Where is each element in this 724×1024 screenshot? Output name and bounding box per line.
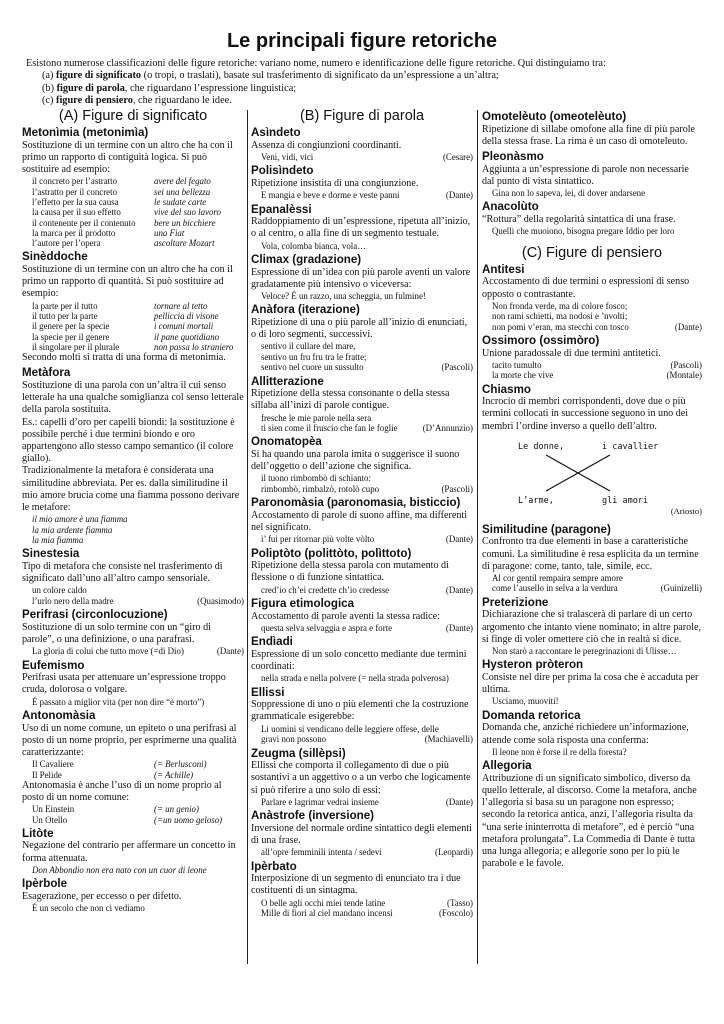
example-text: come l’ausello in selva a la verdura bbox=[492, 583, 618, 594]
example bbox=[482, 188, 702, 198]
example-table bbox=[22, 301, 244, 352]
example bbox=[251, 847, 473, 857]
example bbox=[251, 241, 473, 251]
example-text: la morte che vive bbox=[492, 370, 554, 381]
example-right: pelliccia di visone bbox=[154, 310, 219, 321]
example-right: (= Achille) bbox=[154, 769, 194, 780]
term-definition: Espressione di un’idea con più parole aventi un valore gradatamente più intensivo o viceversa: bbox=[251, 266, 471, 290]
example-source: (Dante) bbox=[674, 321, 702, 332]
example-text: non rami schietti, ma nodosi e ’nvolti; bbox=[492, 311, 628, 322]
example-text: cred’io ch’ei credette ch’io credesse bbox=[261, 584, 390, 595]
section-header: (C) Figure di pensiero bbox=[521, 244, 663, 261]
example-right: bere un bicchiere bbox=[154, 217, 216, 228]
example-left: Il Pelide bbox=[32, 769, 62, 780]
example-right: le sudate carte bbox=[154, 197, 207, 207]
example-text: Veloce? É un razzo, una scheggia, un fulmine! bbox=[261, 291, 426, 302]
term-heading: Climax (gradazione) bbox=[251, 253, 362, 267]
term-definition: Perifrasi usata per attenuare un’espressione troppo cruda, dolorosa o volgare. bbox=[22, 672, 226, 696]
chiasmo-source: (Ariosto) bbox=[670, 505, 702, 516]
term-heading: Domanda retorica bbox=[482, 708, 581, 722]
example-text: Il leone non è forse il re della foresta? bbox=[492, 746, 627, 757]
example-text: sentivo il cullare del mare, bbox=[261, 341, 356, 352]
example bbox=[482, 583, 702, 593]
example-left: Il Cavaliere bbox=[32, 759, 74, 770]
term-definition: Interposizione di un segmento di enunciato tra i due costituenti di un sintagma. bbox=[251, 873, 461, 897]
term-definition: Raddoppiamento di un’espressione, ripetuta all’inizio, o al centro, o alla fine di un segmento testuale. bbox=[251, 216, 471, 240]
term-heading: Ossimoro (ossimòro) bbox=[482, 334, 600, 348]
example: un colore caldo bbox=[32, 585, 87, 596]
example bbox=[482, 301, 702, 311]
example bbox=[251, 623, 473, 633]
example bbox=[482, 747, 702, 757]
term-heading: Zeugma (sillèpsi) bbox=[251, 746, 346, 760]
example-source: (D’Annunzio) bbox=[422, 423, 473, 434]
term-heading: Poliptòto (polittòto, polìttoto) bbox=[251, 546, 412, 560]
term-heading: Eufemismo bbox=[22, 658, 85, 672]
example-text: Veni, vidi, vici bbox=[261, 152, 314, 162]
column-divider bbox=[477, 110, 478, 964]
example-right: i comuni mortali bbox=[154, 321, 214, 332]
example bbox=[482, 646, 702, 656]
term-definition: Tradizionalmente la metafora è considerata una similitudine abbreviata. Per es. dalla similitudine il mio amore brucia come una fiamma possono derivare le metafore: bbox=[22, 465, 240, 513]
example bbox=[251, 362, 473, 372]
column-figure-di-pensiero bbox=[482, 108, 702, 871]
example-text: questa selva selvaggia e aspra e forte bbox=[261, 622, 393, 633]
term-heading: Similitudine (paragone) bbox=[482, 522, 611, 536]
example-source: (Dante) bbox=[445, 796, 473, 807]
example-source: (Guinizelli) bbox=[660, 583, 702, 594]
term-definition: Accostamento di parole aventi la stessa radice: bbox=[251, 610, 440, 622]
example: La gloria di colui che tutto move (=di Dio) (Dante) bbox=[32, 646, 244, 657]
term-heading: Pleonàsmo bbox=[482, 150, 544, 163]
example-right: (=un uomo geloso) bbox=[154, 814, 223, 825]
example-right: sei una bellezza bbox=[154, 186, 211, 197]
term-definition: Assenza di congiunzioni coordinanti. bbox=[251, 139, 402, 151]
example-text: O belle agli occhi miei tende latine bbox=[261, 897, 386, 908]
term-definition: Esagerazione, per eccesso o per difetto. bbox=[22, 890, 182, 902]
example bbox=[482, 311, 702, 321]
example: Don Abbondio non era nato con un cuor di leone bbox=[32, 864, 207, 875]
example-left: l’effetto per la sua causa bbox=[32, 197, 119, 207]
example-right: vive del suo lavoro bbox=[154, 207, 221, 218]
term-definition: Ripetizione insistita di una congiunzione. bbox=[251, 178, 419, 189]
term-definition: Ripetizione di sillabe omofone alla fine di più parole della stessa frase. La rima è un caso di omoteleuto. bbox=[482, 123, 696, 147]
intro bbox=[26, 58, 706, 107]
example bbox=[251, 152, 473, 162]
example-text: tacito tumulto bbox=[492, 359, 542, 370]
example bbox=[251, 673, 473, 683]
term-definition: Negazione del contrario per affermare un concetto in forma attenuata. bbox=[22, 840, 236, 864]
term-definition: Tipo di metafora che consiste nel trasferimento di significato dall’uno all’altro campo sensoriale. bbox=[22, 561, 223, 585]
example-source: (Foscolo) bbox=[438, 907, 473, 918]
example-left: la marca per il prodotto bbox=[32, 227, 116, 238]
example bbox=[251, 585, 473, 595]
term-heading: Ellissi bbox=[251, 685, 285, 699]
example-source: (Dante) bbox=[445, 584, 473, 595]
term-heading: Endìadi bbox=[251, 635, 293, 649]
example-left: Un Einstein bbox=[32, 804, 75, 815]
term-definition: Ripetizione di una o più parole all’inizio di enunciati, o di loro segmenti, successivi. bbox=[251, 317, 468, 341]
term-definition: Sostituzione di un termine con un altro che ha con il primo un rapporto di quantità. Si può sostituire ad esempio: bbox=[22, 264, 233, 300]
example-source: (Pascoli) bbox=[441, 483, 473, 494]
term-list bbox=[251, 126, 473, 918]
example-right: (= un genio) bbox=[154, 804, 199, 815]
term-definition: Accostamento di parole di suono affine, ma differenti nel significato. bbox=[251, 509, 468, 534]
example-left: il contenente per il contenuto bbox=[32, 217, 136, 228]
term-heading: Anàfora (iterazione) bbox=[251, 303, 360, 317]
example-source: (Cesare) bbox=[442, 152, 473, 162]
example-text: Quelli che muoiono, bisogna pregare Iddio per loro bbox=[492, 226, 675, 237]
example bbox=[251, 734, 473, 744]
example-right: il pane quotidiano bbox=[154, 331, 220, 342]
example-source: (Tasso) bbox=[447, 897, 473, 908]
term-heading: Figura etimologica bbox=[251, 597, 355, 611]
example bbox=[482, 360, 702, 370]
chiasmo-diagram bbox=[482, 433, 702, 516]
example: la mia ardente fiamma bbox=[32, 524, 113, 535]
term-heading: Omotelèuto (omeotelèuto) bbox=[482, 110, 627, 123]
term-heading: Antonomàsia bbox=[22, 709, 96, 723]
term-heading: Perifrasi (circonlocuzione) bbox=[22, 608, 168, 622]
example: la mia fiamma bbox=[32, 535, 84, 546]
example-left: il concreto per l’astratto bbox=[32, 176, 118, 187]
intro-item-b: (b) figure di parola, che riguardano l’espressione linguistica; bbox=[42, 82, 297, 94]
term-heading: Anàstrofe (inversione) bbox=[251, 809, 375, 823]
chiasmo-label: L’arme, bbox=[518, 495, 554, 506]
term-definition: Sostituzione di un termine con un altro che ha con il primo un rapporto di contiguità logica. Si può sostituire ad esempio: bbox=[22, 139, 233, 176]
term-definition: Soppressione di uno o più elementi che la costruzione grammaticale esigerebbe: bbox=[251, 699, 469, 723]
example bbox=[251, 724, 473, 734]
example-right: avere del fegato bbox=[154, 176, 211, 187]
term-heading: Polisìndeto bbox=[251, 164, 314, 178]
example bbox=[482, 573, 702, 583]
example bbox=[251, 291, 473, 301]
page-title: Le principali figure retoriche bbox=[226, 30, 498, 52]
chiasmo-cross bbox=[482, 433, 702, 513]
example bbox=[251, 534, 473, 544]
example bbox=[251, 352, 473, 362]
example bbox=[251, 341, 473, 351]
term-heading: Sinestesia bbox=[22, 547, 80, 561]
example bbox=[251, 473, 473, 483]
example-source: (Montale) bbox=[666, 370, 702, 381]
example-source: (Pascoli) bbox=[670, 359, 702, 370]
intro-item-a: (a) figure di significato (o tropi, o traslati), basate sul trasferimento di significato da un’espressione a un’altra; bbox=[42, 70, 499, 82]
example-text: nella strada e nella polvere (= nella strada polverosa) bbox=[261, 673, 449, 684]
example-left: l’autore per l’opera bbox=[32, 238, 101, 249]
example-left: il tutto per la parte bbox=[32, 310, 98, 321]
column-figure-di-significato bbox=[22, 108, 244, 913]
term-heading: Ipèrbato bbox=[251, 859, 297, 873]
section-header: (A) Figure di significato bbox=[58, 108, 208, 124]
term-heading: Paronomàsia (paronomasia, bisticcio) bbox=[251, 496, 461, 510]
example-table bbox=[22, 176, 244, 248]
term-definition: Inversione del normale ordine sintattico degli elementi di una frase. bbox=[251, 822, 472, 846]
example-text: Gina non lo sapeva, lei, di dover andarsene bbox=[492, 188, 646, 198]
example-text: Usciamo, muoviti! bbox=[492, 696, 559, 707]
term-definition: Aggiunta a un’espressione di parole non necessarie dal punto di vista sintattico. bbox=[482, 163, 689, 187]
example: il mio amore è una fiamma bbox=[32, 514, 128, 525]
example-text: ti sien come il fruscio che fan le foglie bbox=[261, 423, 398, 434]
term-definition: Si ha quando una parola imita o suggerisce il suono dell’oggetto o dell’azione che significa. bbox=[251, 449, 460, 473]
term-definition: Incrocio di membri corrispondenti, dove due o più termini collocati in successione seguono in uno dei membri l’ordine inverso a quello dell’altro. bbox=[482, 396, 689, 432]
term-heading: Ipèrbole bbox=[22, 877, 68, 891]
example-text: gravi non possono bbox=[261, 734, 327, 745]
example-left: la specie per il genere bbox=[32, 331, 110, 342]
term-definition: Uso di un nome comune, un epiteto o una perifrasi al posto di un nome proprio, per esprimerne una qualità caratterizzante: bbox=[22, 722, 237, 759]
term-heading: Onomatopèa bbox=[251, 435, 322, 449]
example-text: sentivo nel cuore un sussulto bbox=[261, 362, 364, 373]
term-definition: Ripetizione della stessa consonante o della stessa sillaba all’inizi di parole contigue. bbox=[251, 388, 450, 412]
column-figure-di-parola bbox=[251, 108, 473, 918]
term-definition: Ripetizione della stessa parola con mutamento di flessione o di funzione sintattica. bbox=[251, 560, 449, 584]
example bbox=[482, 696, 702, 706]
term-definition: Sostituzione di una parola con un’altra il cui senso letterale ha una qualche somiglianza col senso letterale della parola sostituita. bbox=[22, 379, 244, 416]
example-text: non pomi v’eran, ma stecchi con tosco bbox=[492, 321, 629, 332]
example-right: (= Berlusconi) bbox=[154, 759, 207, 770]
example-text: E mangia e beve e dorme e veste panni bbox=[261, 190, 400, 201]
example-text: Mille di fiori al ciel mandano incensi bbox=[261, 907, 393, 918]
term-list bbox=[482, 523, 702, 871]
chiasmo-label: i cavallier bbox=[602, 441, 659, 452]
term-heading: Allitterazione bbox=[251, 374, 324, 388]
example bbox=[251, 484, 473, 494]
example bbox=[251, 797, 473, 807]
term-definition: Confronto tra due elementi in base a caratteristiche comuni. La similitudine è resa esplicita da un termine di paragone: come, tanto, tale, simile, ecc. bbox=[482, 536, 699, 572]
term-definition: Ellissi che comporta il collegamento di due o più sostantivi a un aggettivo o a un verbo che logicamente si può riferire a uno solo di essi: bbox=[251, 760, 471, 796]
example-source: (Pascoli) bbox=[441, 362, 473, 373]
example-source: (Leopardi) bbox=[435, 847, 473, 858]
example-text: sentivo un fru fru tra le fratte; bbox=[261, 351, 367, 362]
term-definition: “Rottura” della regolarità sintattica di una frase. bbox=[482, 214, 676, 225]
example-text: Li uomini si vendicano delle leggiere offese, delle bbox=[261, 723, 439, 734]
term-definition: Consiste nel dire per prima la cosa che è accaduta per ultima. bbox=[482, 672, 699, 696]
term-definition: Espressione di un solo concetto mediante due termini coordinati: bbox=[251, 648, 467, 673]
example bbox=[251, 413, 473, 423]
example-right: ascoltare Mozart bbox=[154, 238, 215, 249]
example bbox=[482, 226, 702, 236]
chiasmo-label: gli amori bbox=[602, 495, 649, 506]
example-text: Al cor gentil rempaira sempre amore bbox=[492, 573, 623, 584]
example-left: il genere per la specie bbox=[32, 321, 110, 332]
example-text: rimbombò, rimbalzò, rotolò cupo bbox=[261, 483, 380, 494]
example-right: non passa lo straniero bbox=[154, 341, 234, 352]
example-table bbox=[22, 759, 244, 780]
term-heading: Chiasmo bbox=[482, 382, 531, 396]
term-definition: Es.: capelli d’oro per capelli biondi: la sostituzione è possibile perché i due termini biondo e oro appartengono allo stesso campo semantico (il colore giallo). bbox=[22, 416, 235, 465]
term-list bbox=[482, 110, 702, 237]
example bbox=[251, 898, 473, 908]
example-source: (Machiavelli) bbox=[424, 734, 473, 745]
term-heading: Litòte bbox=[22, 826, 54, 840]
example bbox=[251, 423, 473, 433]
term-definition: Attribuzione di un significato simbolico, diverso da quello letterale, al discorso. Come la metafora, anche l’allegoria si basa su un paragone non espresso; secondo la retorica antica, anzi, l’allegoria risulta da “una serie ininterrotta di metafore”, ed è perciò “una metafora prolungata”. La Commedia di Dante è tutta una lunga allegoria; e allegorie sono per lo più le parabole e le favole. bbox=[482, 772, 697, 870]
term-heading: Sinèddoche bbox=[22, 250, 88, 264]
example: l’urlo nero della madre (Quasimodo) bbox=[32, 595, 244, 606]
example-right: tornare al tetto bbox=[154, 300, 208, 311]
example-text: all’opre femminili intenta / sedevi bbox=[261, 847, 382, 858]
example-source: (Dante) bbox=[445, 622, 473, 633]
term-heading: Antitesi bbox=[482, 262, 525, 276]
example-left: l’astratto per il concreto bbox=[32, 186, 118, 197]
example-text: il tuono rimbombò di schianto: bbox=[261, 473, 371, 484]
example-source: (Dante) bbox=[445, 534, 473, 545]
example-left: la parte per il tutto bbox=[32, 300, 98, 311]
term-definition: Antonomasia è anche l’uso di un nome proprio al posto di un nome comune: bbox=[22, 779, 222, 804]
example-left: Un Otello bbox=[32, 814, 68, 825]
term-definition: Unione paradossale di due termini antitetici. bbox=[482, 347, 661, 359]
example bbox=[251, 908, 473, 918]
example-text: Vola, colomba bianca, vola… bbox=[261, 240, 367, 251]
example-text: Non starò a raccontare le peregrinazioni di Ulisse… bbox=[492, 646, 677, 657]
term-note: Secondo molti si tratta di una forma di metonimia. bbox=[22, 352, 226, 364]
example bbox=[482, 370, 702, 380]
example-text: Non fronda verde, ma di colore fosco; bbox=[492, 300, 628, 311]
term-heading: Asìndeto bbox=[251, 126, 301, 140]
section-header: (B) Figure di parola bbox=[299, 108, 425, 124]
example-table bbox=[22, 804, 244, 825]
example-left: il singolare per il plurale bbox=[32, 341, 120, 352]
example-left: la causa per il suo effetto bbox=[32, 207, 121, 218]
term-heading: Hysteron pròteron bbox=[482, 658, 584, 672]
example: É un secolo che non ci vediamo bbox=[32, 903, 145, 914]
term-heading: Epanalèssi bbox=[251, 202, 312, 216]
term-definition: Domanda che, anziché richiedere un’informazione, attende come sola risposta una conferma: bbox=[482, 722, 689, 746]
example-right: una Fiat bbox=[154, 227, 185, 238]
intro-item-c: (c) figure di pensiero, che riguardano le idee. bbox=[42, 94, 232, 106]
term-definition: Dichiarazione che si tralascerà di parlare di un certo argomento che intanto viene nominato; in altre parole, si finge di voler omettere ciò che in realtà si dice. bbox=[482, 609, 702, 645]
term-definition: Accostamento di due termini o espressioni di senso opposto o contrastante. bbox=[482, 276, 690, 300]
term-list bbox=[482, 263, 702, 433]
example-text: i’ fui per ritornar più volte vòlto bbox=[261, 534, 375, 545]
example-text: fresche le mie parole nella sera bbox=[261, 412, 372, 423]
example bbox=[482, 322, 702, 332]
term-heading: Anacolùto bbox=[482, 200, 539, 214]
term-heading: Metàfora bbox=[22, 366, 71, 380]
term-heading: Allegoria bbox=[482, 759, 532, 773]
term-heading: Preterizione bbox=[482, 595, 549, 609]
term-heading: Metonìmia (metonimìa) bbox=[22, 126, 149, 140]
example: É passato a miglior vita (per non dire “è morto”) bbox=[32, 696, 205, 707]
term-definition: Sostituzione di un solo termine con un “giro di parole”, o una definizione, o una parafrasi. bbox=[22, 621, 211, 646]
example-source: (Dante) bbox=[445, 190, 473, 201]
chiasmo-label: Le donne, bbox=[518, 441, 565, 452]
example-text: Parlare e lagrimar vedrai insieme bbox=[261, 796, 379, 807]
example bbox=[251, 190, 473, 200]
intro-lead: Esistono numerose classificazioni delle figure retoriche: variano nome, numero e identificazione delle figure retoriche. Qui distinguiamo tra: bbox=[26, 58, 606, 69]
